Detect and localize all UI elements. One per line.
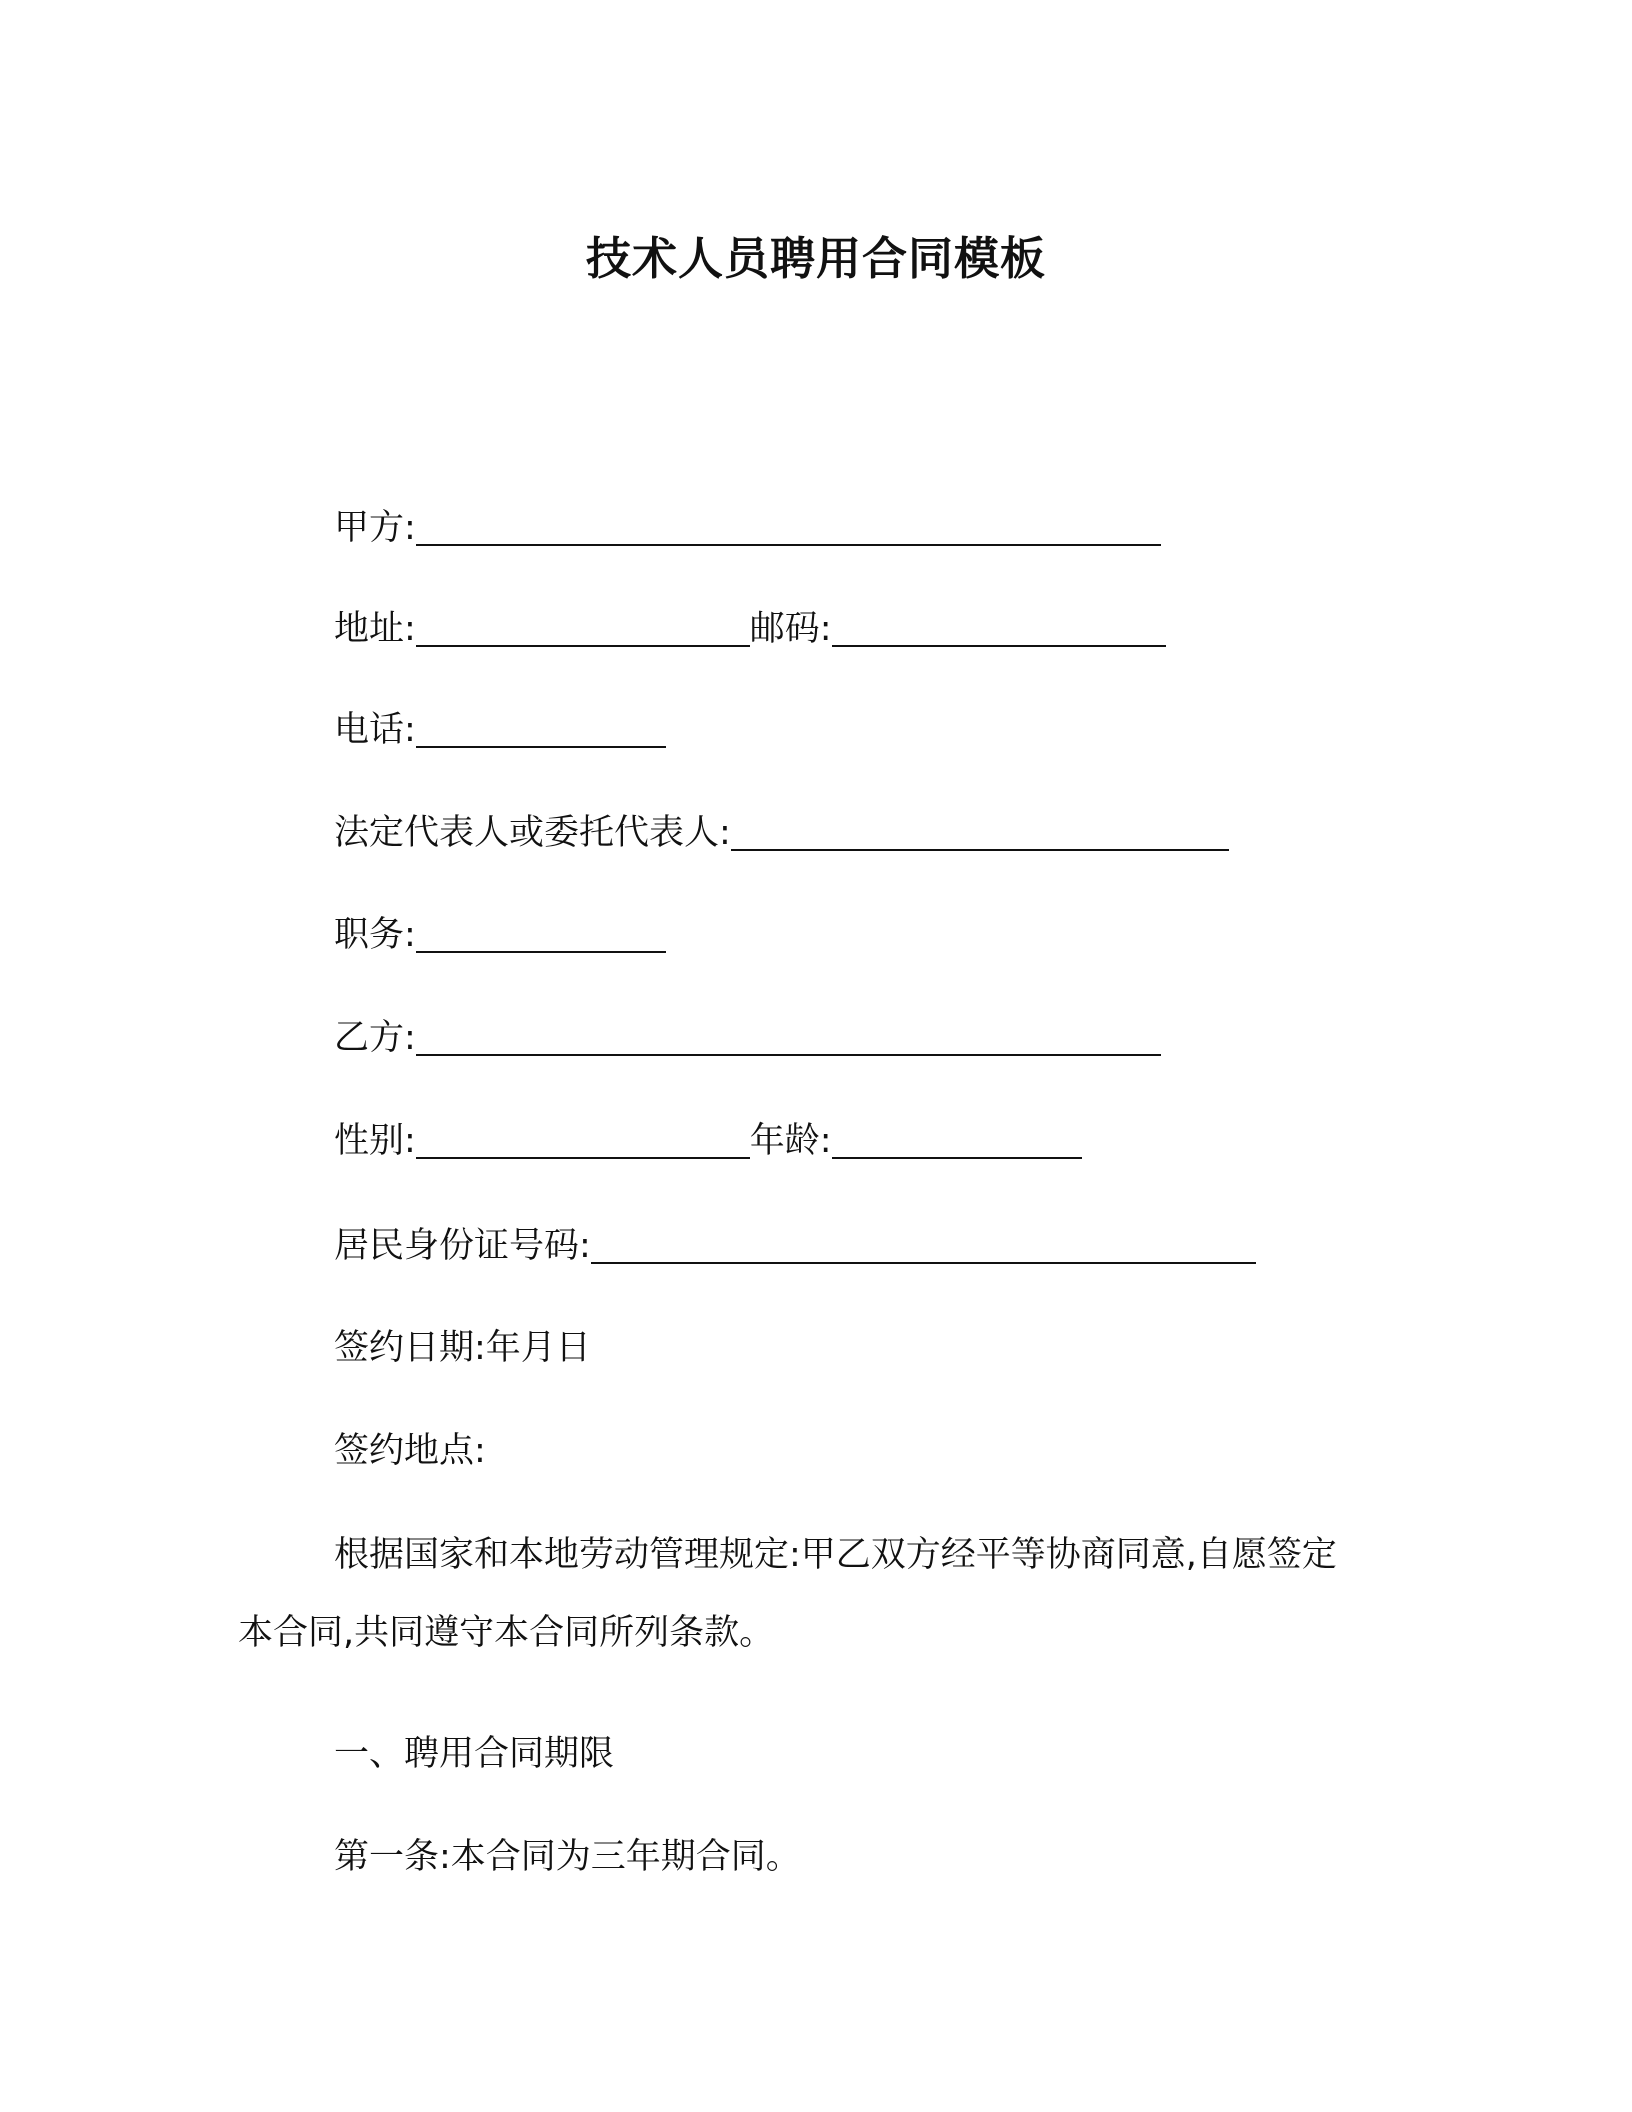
section-1-heading-text: 一、聘用合同期限 — [334, 1734, 615, 1774]
party-b-blank[interactable] — [416, 1018, 1161, 1056]
postcode-blank[interactable] — [832, 609, 1166, 647]
position-label: 职务: — [334, 915, 416, 955]
gender-age-line — [334, 1116, 1082, 1166]
sign-date-text: 签约日期:年月日 — [334, 1328, 591, 1368]
id-number-line — [334, 1221, 1256, 1271]
sign-place-text: 签约地点: — [334, 1431, 486, 1471]
phone-line — [334, 705, 666, 755]
article-1-text: 第一条:本合同为三年期合同。 — [334, 1837, 801, 1877]
gender-blank[interactable] — [416, 1121, 750, 1159]
gender-label: 性别: — [334, 1121, 416, 1161]
preamble-paragraph: 根据国家和本地劳动管理规定:甲乙双方经平等协商同意,自愿签定本合同,共同遵守本合同所列条款。 — [238, 1535, 1337, 1653]
article-1 — [334, 1832, 801, 1882]
address-label: 地址: — [334, 609, 416, 649]
party-a-blank[interactable] — [416, 508, 1161, 546]
party-b-label: 乙方: — [334, 1018, 416, 1058]
sign-date-line — [334, 1323, 591, 1373]
address-blank[interactable] — [416, 609, 750, 647]
party-a-label: 甲方: — [334, 508, 416, 548]
postcode-label: 邮码: — [749, 609, 832, 649]
phone-label: 电话: — [334, 710, 416, 750]
id-number-label: 居民身份证号码: — [334, 1226, 591, 1266]
document-title: 技术人员聘用合同模板 — [585, 232, 1046, 285]
position-line — [334, 910, 666, 960]
age-blank[interactable] — [832, 1121, 1082, 1159]
age-label: 年龄: — [749, 1121, 832, 1161]
id-number-blank[interactable] — [591, 1226, 1256, 1264]
position-blank[interactable] — [416, 915, 666, 953]
sign-place-line — [334, 1426, 486, 1476]
phone-blank[interactable] — [416, 710, 666, 748]
legal-rep-blank[interactable] — [731, 813, 1229, 851]
section-1-heading — [334, 1729, 614, 1779]
address-line — [334, 604, 1166, 654]
party-a-line — [334, 503, 1161, 553]
legal-rep-label: 法定代表人或委托代表人: — [334, 813, 731, 853]
legal-rep-line — [334, 808, 1229, 858]
party-b-line — [334, 1013, 1161, 1063]
